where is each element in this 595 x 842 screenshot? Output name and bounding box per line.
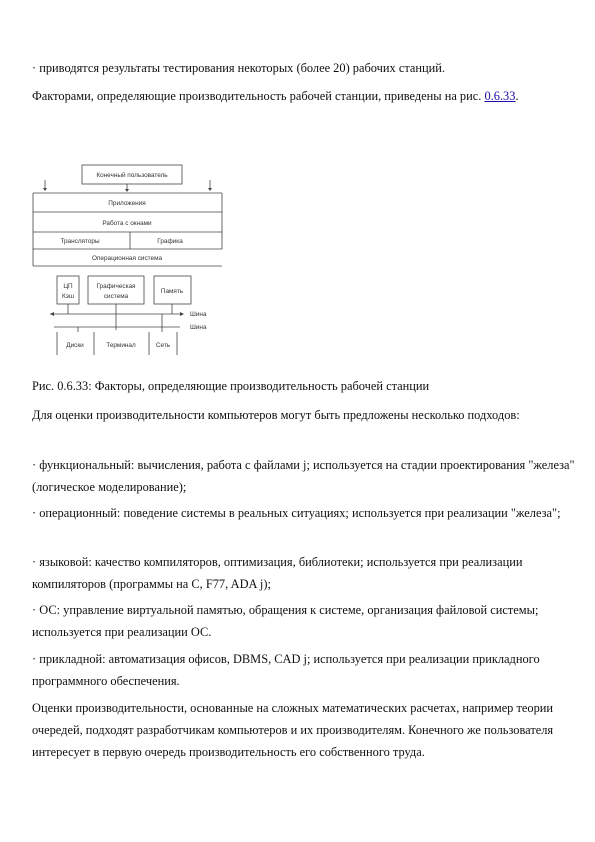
terminal-label: Терминал [106,342,136,349]
bullet-language: · языковой: качество компиляторов, оптимизация, библиотеки; используется при реализации компиляторов (программы на C, F77, ADA j); [32,555,523,591]
apps-label: Приложения [108,200,146,207]
bullet-applied: · прикладной: автоматизация офисов, DBMS, CAD j; используется при реализации прикладного программного обеспечения. [32,652,540,688]
figure-link[interactable]: 0.6.33 [484,89,516,103]
graphics-label: Графика [157,238,183,245]
bullet-operational: · операционный: поведение системы в реальных ситуациях; используется при реализации "железа"; [32,506,561,520]
paragraph-intro-bullet: · приводятся результаты тестирования некоторых (более 20) рабочих станций. [32,61,446,75]
os-label: Операционная система [91,255,163,262]
translators-label: Трансляторы [60,238,100,245]
bus-1-arrow-head [50,312,54,316]
figure-caption: Рис. 0.6.33: Факторы, определяющие производительность рабочей станции [32,379,430,393]
diagram-svg [30,160,230,366]
memory-label: Память [160,288,184,295]
end-user-label: Конечный пользователь [96,172,168,179]
cache-label: Кэш [61,293,75,300]
network-label: Сеть [155,342,171,349]
disks-label: Диски [66,342,84,349]
bullet-os: · ОС: управление виртуальной памятью, обращения к системе, организация файловой системы; используется при реализации ОС. [32,603,539,639]
graphics-system-label-2: система [103,293,129,300]
reference-text: Факторами, определяющие производительность рабочей станции, приведены на рис. [32,89,485,103]
bus-label-1: Шина [190,311,207,318]
bus-label-2: Шина [190,324,207,331]
right-arrow-head [208,188,212,191]
left-arrow-head [43,188,47,191]
graphics-system-label-1: Графическая [96,283,136,290]
paragraph-figure-reference [32,85,577,107]
paragraph-approaches: Для оценки производительности компьютеров могут быть предложены несколько подходов: [32,408,520,422]
bullet-functional: · функциональный: вычисления, работа с файлами j; используется на стадии проектирования "железа" (логическое моделирование); [32,458,575,494]
window-work-label: Работа с окнами [102,220,152,227]
reference-trailing: . [515,89,519,103]
bus-1-arrow-head-right [180,312,184,316]
paragraph-conclusion: Оценки производительности, основанные на сложных математических расчетах, например теории очередей, подходят разработчикам компьютеров и их производителям. Конечного же пользователя интересует в первую очередь производительность его собственного труда. [32,701,554,759]
performance-factors-diagram [30,160,230,366]
cpu-label: ЦП [63,283,73,290]
center-arrow-head [125,189,129,192]
